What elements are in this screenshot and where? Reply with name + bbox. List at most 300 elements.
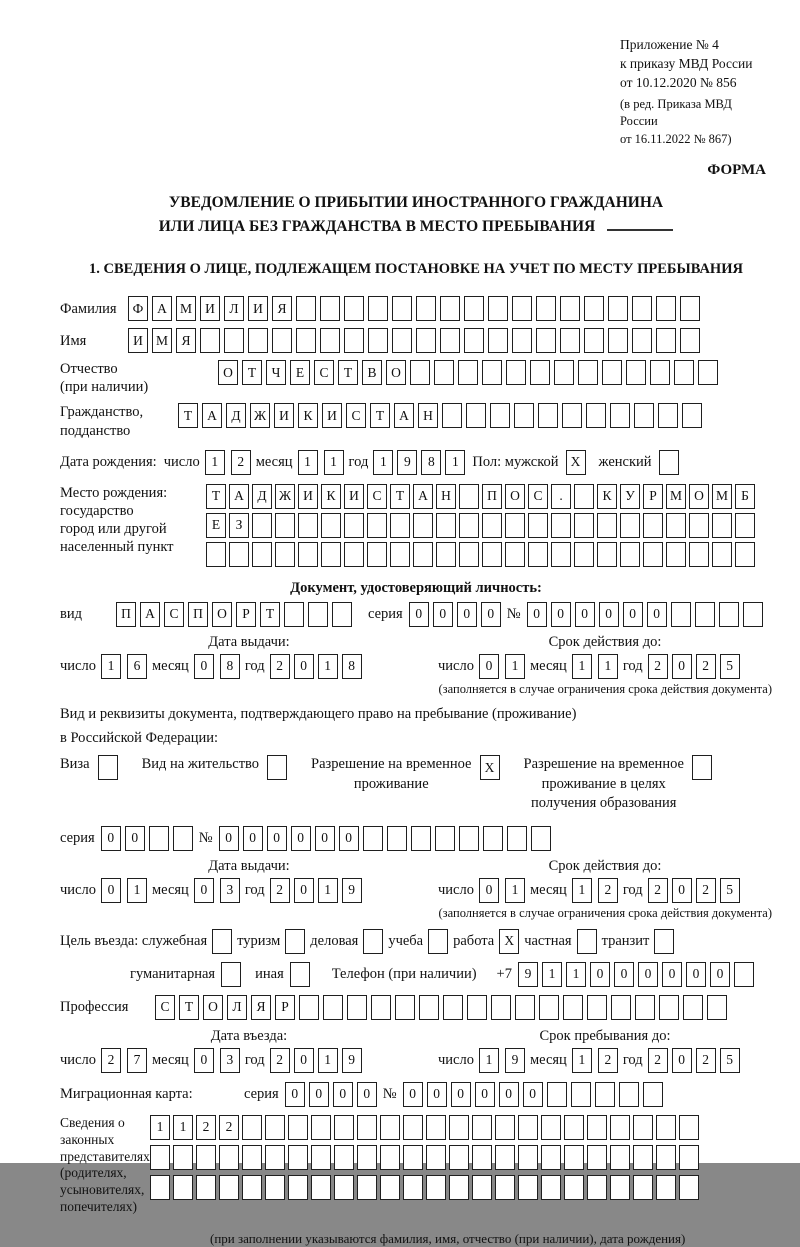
- char-cell[interactable]: Р: [236, 602, 256, 627]
- char-cell[interactable]: [472, 1175, 492, 1200]
- char-cell[interactable]: [506, 360, 526, 385]
- char-cell[interactable]: [311, 1145, 331, 1170]
- char-cell[interactable]: [196, 1175, 216, 1200]
- char-cell[interactable]: 9: [342, 878, 362, 903]
- char-cell[interactable]: [633, 1115, 653, 1140]
- char-cell[interactable]: И: [128, 328, 148, 353]
- char-cell[interactable]: [564, 1175, 584, 1200]
- char-cell[interactable]: [459, 484, 479, 509]
- char-cell[interactable]: [200, 328, 220, 353]
- char-cell[interactable]: [419, 995, 439, 1020]
- char-cell[interactable]: 0: [194, 878, 214, 903]
- purpose-tourism-checkbox[interactable]: [285, 929, 305, 954]
- char-cell[interactable]: [296, 328, 316, 353]
- char-cell[interactable]: [505, 542, 525, 567]
- char-cell[interactable]: [495, 1145, 515, 1170]
- char-cell[interactable]: 0: [638, 962, 658, 987]
- char-cell[interactable]: 0: [315, 826, 335, 851]
- char-cell[interactable]: 0: [672, 1048, 692, 1073]
- char-cell[interactable]: [547, 1082, 567, 1107]
- char-cell[interactable]: 9: [518, 962, 538, 987]
- char-cell[interactable]: 8: [342, 654, 362, 679]
- char-cell[interactable]: 0: [481, 602, 501, 627]
- char-cell[interactable]: 2: [598, 878, 618, 903]
- char-cell[interactable]: [440, 328, 460, 353]
- char-cell[interactable]: 0: [710, 962, 730, 987]
- char-cell[interactable]: [578, 360, 598, 385]
- char-cell[interactable]: [311, 1175, 331, 1200]
- char-cell[interactable]: [610, 1175, 630, 1200]
- char-cell[interactable]: [735, 542, 755, 567]
- char-cell[interactable]: И: [344, 484, 364, 509]
- char-cell[interactable]: [643, 542, 663, 567]
- char-cell[interactable]: 9: [342, 1048, 362, 1073]
- char-cell[interactable]: 1: [173, 1115, 193, 1140]
- char-cell[interactable]: [196, 1145, 216, 1170]
- char-cell[interactable]: П: [116, 602, 136, 627]
- char-cell[interactable]: [597, 542, 617, 567]
- char-cell[interactable]: [495, 1115, 515, 1140]
- char-cell[interactable]: И: [274, 403, 294, 428]
- char-cell[interactable]: [643, 513, 663, 538]
- char-cell[interactable]: [482, 513, 502, 538]
- char-cell[interactable]: С: [314, 360, 334, 385]
- char-cell[interactable]: И: [248, 296, 268, 321]
- char-cell[interactable]: Д: [252, 484, 272, 509]
- char-cell[interactable]: [248, 328, 268, 353]
- char-cell[interactable]: [680, 328, 700, 353]
- char-cell[interactable]: [632, 328, 652, 353]
- char-cell[interactable]: [434, 360, 454, 385]
- char-cell[interactable]: 0: [499, 1082, 519, 1107]
- char-cell[interactable]: [586, 403, 606, 428]
- char-cell[interactable]: А: [152, 296, 172, 321]
- char-cell[interactable]: Т: [390, 484, 410, 509]
- char-cell[interactable]: [284, 602, 304, 627]
- char-cell[interactable]: [403, 1145, 423, 1170]
- char-cell[interactable]: [608, 328, 628, 353]
- char-cell[interactable]: [464, 296, 484, 321]
- char-cell[interactable]: [272, 328, 292, 353]
- char-cell[interactable]: [666, 542, 686, 567]
- char-cell[interactable]: [712, 542, 732, 567]
- char-cell[interactable]: [390, 513, 410, 538]
- char-cell[interactable]: 0: [599, 602, 619, 627]
- char-cell[interactable]: [584, 296, 604, 321]
- char-cell[interactable]: [242, 1145, 262, 1170]
- purpose-business-checkbox[interactable]: [363, 929, 383, 954]
- char-cell[interactable]: 1: [318, 1048, 338, 1073]
- char-cell[interactable]: [275, 513, 295, 538]
- char-cell[interactable]: [459, 513, 479, 538]
- char-cell[interactable]: [413, 513, 433, 538]
- char-cell[interactable]: [368, 328, 388, 353]
- char-cell[interactable]: 1: [572, 1048, 592, 1073]
- char-cell[interactable]: [296, 296, 316, 321]
- char-cell[interactable]: [459, 826, 479, 851]
- char-cell[interactable]: [656, 296, 676, 321]
- char-cell[interactable]: [658, 403, 678, 428]
- char-cell[interactable]: [528, 542, 548, 567]
- char-cell[interactable]: [689, 513, 709, 538]
- char-cell[interactable]: 0: [672, 654, 692, 679]
- char-cell[interactable]: [495, 1175, 515, 1200]
- char-cell[interactable]: 6: [127, 654, 147, 679]
- char-cell[interactable]: А: [202, 403, 222, 428]
- char-cell[interactable]: [368, 296, 388, 321]
- char-cell[interactable]: Д: [226, 403, 246, 428]
- char-cell[interactable]: 0: [101, 878, 121, 903]
- char-cell[interactable]: М: [152, 328, 172, 353]
- char-cell[interactable]: [332, 602, 352, 627]
- char-cell[interactable]: [554, 360, 574, 385]
- char-cell[interactable]: 2: [196, 1115, 216, 1140]
- char-cell[interactable]: [334, 1175, 354, 1200]
- char-cell[interactable]: 0: [527, 602, 547, 627]
- char-cell[interactable]: [632, 296, 652, 321]
- char-cell[interactable]: [689, 542, 709, 567]
- char-cell[interactable]: [483, 826, 503, 851]
- char-cell[interactable]: [416, 296, 436, 321]
- char-cell[interactable]: 1: [505, 654, 525, 679]
- visa-checkbox[interactable]: [98, 755, 118, 780]
- char-cell[interactable]: К: [321, 484, 341, 509]
- char-cell[interactable]: 0: [291, 826, 311, 851]
- char-cell[interactable]: [426, 1115, 446, 1140]
- char-cell[interactable]: [449, 1115, 469, 1140]
- char-cell[interactable]: 0: [403, 1082, 423, 1107]
- char-cell[interactable]: [683, 995, 703, 1020]
- char-cell[interactable]: [459, 542, 479, 567]
- char-cell[interactable]: [403, 1115, 423, 1140]
- char-cell[interactable]: [411, 826, 431, 851]
- char-cell[interactable]: Л: [227, 995, 247, 1020]
- char-cell[interactable]: 7: [127, 1048, 147, 1073]
- char-cell[interactable]: 0: [575, 602, 595, 627]
- char-cell[interactable]: 0: [409, 602, 429, 627]
- char-cell[interactable]: 0: [294, 878, 314, 903]
- char-cell[interactable]: О: [203, 995, 223, 1020]
- char-cell[interactable]: 1: [572, 654, 592, 679]
- char-cell[interactable]: 5: [720, 878, 740, 903]
- char-cell[interactable]: [551, 542, 571, 567]
- char-cell[interactable]: [536, 328, 556, 353]
- char-cell[interactable]: [563, 995, 583, 1020]
- char-cell[interactable]: С: [155, 995, 175, 1020]
- char-cell[interactable]: [734, 962, 754, 987]
- char-cell[interactable]: [242, 1175, 262, 1200]
- char-cell[interactable]: 1: [572, 878, 592, 903]
- char-cell[interactable]: 0: [194, 1048, 214, 1073]
- char-cell[interactable]: [505, 513, 525, 538]
- char-cell[interactable]: [357, 1175, 377, 1200]
- char-cell[interactable]: [395, 995, 415, 1020]
- char-cell[interactable]: [334, 1115, 354, 1140]
- char-cell[interactable]: [488, 328, 508, 353]
- char-cell[interactable]: Ч: [266, 360, 286, 385]
- char-cell[interactable]: [743, 602, 763, 627]
- char-cell[interactable]: [679, 1115, 699, 1140]
- char-cell[interactable]: [650, 360, 670, 385]
- char-cell[interactable]: Т: [370, 403, 390, 428]
- char-cell[interactable]: [334, 1145, 354, 1170]
- char-cell[interactable]: [464, 328, 484, 353]
- char-cell[interactable]: [656, 1145, 676, 1170]
- char-cell[interactable]: [308, 602, 328, 627]
- char-cell[interactable]: 5: [720, 654, 740, 679]
- char-cell[interactable]: С: [346, 403, 366, 428]
- char-cell[interactable]: [680, 296, 700, 321]
- purpose-humanitarian-checkbox[interactable]: [221, 962, 241, 987]
- char-cell[interactable]: [219, 1145, 239, 1170]
- char-cell[interactable]: П: [482, 484, 502, 509]
- char-cell[interactable]: 2: [270, 878, 290, 903]
- char-cell[interactable]: 8: [421, 450, 441, 475]
- char-cell[interactable]: 2: [696, 1048, 716, 1073]
- char-cell[interactable]: Р: [643, 484, 663, 509]
- char-cell[interactable]: [449, 1145, 469, 1170]
- char-cell[interactable]: [666, 513, 686, 538]
- purpose-study-checkbox[interactable]: [428, 929, 448, 954]
- char-cell[interactable]: 0: [267, 826, 287, 851]
- char-cell[interactable]: [560, 296, 580, 321]
- char-cell[interactable]: [584, 328, 604, 353]
- char-cell[interactable]: [275, 542, 295, 567]
- char-cell[interactable]: С: [528, 484, 548, 509]
- char-cell[interactable]: [392, 328, 412, 353]
- char-cell[interactable]: [367, 542, 387, 567]
- char-cell[interactable]: [321, 542, 341, 567]
- char-cell[interactable]: [440, 296, 460, 321]
- char-cell[interactable]: [390, 542, 410, 567]
- char-cell[interactable]: [219, 1175, 239, 1200]
- char-cell[interactable]: [587, 995, 607, 1020]
- char-cell[interactable]: [528, 513, 548, 538]
- char-cell[interactable]: [620, 513, 640, 538]
- char-cell[interactable]: 0: [333, 1082, 353, 1107]
- char-cell[interactable]: 0: [523, 1082, 543, 1107]
- char-cell[interactable]: [643, 1082, 663, 1107]
- char-cell[interactable]: 1: [150, 1115, 170, 1140]
- char-cell[interactable]: [571, 1082, 591, 1107]
- char-cell[interactable]: [659, 995, 679, 1020]
- char-cell[interactable]: [252, 542, 272, 567]
- char-cell[interactable]: М: [176, 296, 196, 321]
- char-cell[interactable]: [671, 602, 691, 627]
- char-cell[interactable]: [707, 995, 727, 1020]
- char-cell[interactable]: 1: [542, 962, 562, 987]
- char-cell[interactable]: [679, 1145, 699, 1170]
- char-cell[interactable]: 1: [479, 1048, 499, 1073]
- char-cell[interactable]: [436, 513, 456, 538]
- char-cell[interactable]: Т: [242, 360, 262, 385]
- char-cell[interactable]: [633, 1145, 653, 1170]
- char-cell[interactable]: [512, 328, 532, 353]
- char-cell[interactable]: 0: [590, 962, 610, 987]
- char-cell[interactable]: 2: [270, 654, 290, 679]
- char-cell[interactable]: [620, 542, 640, 567]
- char-cell[interactable]: [466, 403, 486, 428]
- char-cell[interactable]: 1: [298, 450, 318, 475]
- char-cell[interactable]: 0: [219, 826, 239, 851]
- char-cell[interactable]: [252, 513, 272, 538]
- char-cell[interactable]: И: [322, 403, 342, 428]
- char-cell[interactable]: 1: [445, 450, 465, 475]
- char-cell[interactable]: [288, 1175, 308, 1200]
- char-cell[interactable]: 1: [373, 450, 393, 475]
- char-cell[interactable]: Я: [251, 995, 271, 1020]
- char-cell[interactable]: [380, 1175, 400, 1200]
- purpose-work-checkbox[interactable]: X: [499, 929, 519, 954]
- char-cell[interactable]: 1: [324, 450, 344, 475]
- char-cell[interactable]: [574, 542, 594, 567]
- char-cell[interactable]: [436, 542, 456, 567]
- char-cell[interactable]: [403, 1175, 423, 1200]
- char-cell[interactable]: 0: [433, 602, 453, 627]
- char-cell[interactable]: [344, 542, 364, 567]
- char-cell[interactable]: [634, 403, 654, 428]
- char-cell[interactable]: К: [298, 403, 318, 428]
- char-cell[interactable]: О: [218, 360, 238, 385]
- char-cell[interactable]: Т: [178, 403, 198, 428]
- char-cell[interactable]: 0: [614, 962, 634, 987]
- char-cell[interactable]: 2: [598, 1048, 618, 1073]
- char-cell[interactable]: 0: [194, 654, 214, 679]
- char-cell[interactable]: 0: [427, 1082, 447, 1107]
- char-cell[interactable]: Т: [260, 602, 280, 627]
- char-cell[interactable]: О: [505, 484, 525, 509]
- residence-permit-checkbox[interactable]: [267, 755, 287, 780]
- char-cell[interactable]: 0: [672, 878, 692, 903]
- char-cell[interactable]: [712, 513, 732, 538]
- char-cell[interactable]: М: [712, 484, 732, 509]
- char-cell[interactable]: [380, 1115, 400, 1140]
- char-cell[interactable]: [149, 826, 169, 851]
- char-cell[interactable]: [626, 360, 646, 385]
- char-cell[interactable]: [488, 296, 508, 321]
- char-cell[interactable]: 8: [220, 654, 240, 679]
- char-cell[interactable]: 0: [285, 1082, 305, 1107]
- char-cell[interactable]: [610, 1145, 630, 1170]
- char-cell[interactable]: О: [212, 602, 232, 627]
- char-cell[interactable]: А: [140, 602, 160, 627]
- char-cell[interactable]: [564, 1145, 584, 1170]
- char-cell[interactable]: [482, 542, 502, 567]
- char-cell[interactable]: 1: [318, 654, 338, 679]
- char-cell[interactable]: [265, 1145, 285, 1170]
- char-cell[interactable]: [531, 826, 551, 851]
- char-cell[interactable]: 2: [648, 1048, 668, 1073]
- char-cell[interactable]: [265, 1175, 285, 1200]
- char-cell[interactable]: С: [367, 484, 387, 509]
- char-cell[interactable]: Ф: [128, 296, 148, 321]
- char-cell[interactable]: 9: [505, 1048, 525, 1073]
- temp-residence-checkbox[interactable]: X: [480, 755, 500, 780]
- char-cell[interactable]: [321, 513, 341, 538]
- char-cell[interactable]: [679, 1175, 699, 1200]
- char-cell[interactable]: [299, 995, 319, 1020]
- char-cell[interactable]: [410, 360, 430, 385]
- char-cell[interactable]: А: [229, 484, 249, 509]
- char-cell[interactable]: [173, 826, 193, 851]
- char-cell[interactable]: [541, 1115, 561, 1140]
- char-cell[interactable]: [587, 1115, 607, 1140]
- char-cell[interactable]: [311, 1115, 331, 1140]
- char-cell[interactable]: 5: [720, 1048, 740, 1073]
- char-cell[interactable]: [435, 826, 455, 851]
- char-cell[interactable]: [363, 826, 383, 851]
- char-cell[interactable]: [518, 1175, 538, 1200]
- char-cell[interactable]: Е: [290, 360, 310, 385]
- char-cell[interactable]: [472, 1115, 492, 1140]
- char-cell[interactable]: [265, 1115, 285, 1140]
- char-cell[interactable]: Ж: [250, 403, 270, 428]
- char-cell[interactable]: [320, 296, 340, 321]
- char-cell[interactable]: [426, 1175, 446, 1200]
- char-cell[interactable]: 1: [318, 878, 338, 903]
- char-cell[interactable]: [562, 403, 582, 428]
- char-cell[interactable]: 0: [243, 826, 263, 851]
- char-cell[interactable]: [491, 995, 511, 1020]
- char-cell[interactable]: [530, 360, 550, 385]
- char-cell[interactable]: [206, 542, 226, 567]
- char-cell[interactable]: 0: [479, 878, 499, 903]
- char-cell[interactable]: [515, 995, 535, 1020]
- char-cell[interactable]: 1: [566, 962, 586, 987]
- char-cell[interactable]: [288, 1115, 308, 1140]
- char-cell[interactable]: [472, 1145, 492, 1170]
- char-cell[interactable]: 0: [294, 654, 314, 679]
- char-cell[interactable]: [357, 1145, 377, 1170]
- char-cell[interactable]: [426, 1145, 446, 1170]
- char-cell[interactable]: [595, 1082, 615, 1107]
- char-cell[interactable]: [656, 1115, 676, 1140]
- char-cell[interactable]: 0: [479, 654, 499, 679]
- purpose-private-checkbox[interactable]: [577, 929, 597, 954]
- char-cell[interactable]: 0: [623, 602, 643, 627]
- char-cell[interactable]: К: [597, 484, 617, 509]
- char-cell[interactable]: [610, 1115, 630, 1140]
- char-cell[interactable]: 2: [696, 878, 716, 903]
- char-cell[interactable]: Н: [436, 484, 456, 509]
- char-cell[interactable]: 1: [127, 878, 147, 903]
- char-cell[interactable]: [150, 1145, 170, 1170]
- edu-residence-checkbox[interactable]: [692, 755, 712, 780]
- char-cell[interactable]: 0: [339, 826, 359, 851]
- char-cell[interactable]: 1: [101, 654, 121, 679]
- char-cell[interactable]: И: [298, 484, 318, 509]
- char-cell[interactable]: 2: [231, 450, 251, 475]
- char-cell[interactable]: [357, 1115, 377, 1140]
- char-cell[interactable]: 3: [220, 878, 240, 903]
- char-cell[interactable]: 2: [219, 1115, 239, 1140]
- char-cell[interactable]: 1: [205, 450, 225, 475]
- char-cell[interactable]: 2: [270, 1048, 290, 1073]
- char-cell[interactable]: [242, 1115, 262, 1140]
- char-cell[interactable]: [387, 826, 407, 851]
- char-cell[interactable]: Е: [206, 513, 226, 538]
- char-cell[interactable]: М: [666, 484, 686, 509]
- char-cell[interactable]: [173, 1145, 193, 1170]
- char-cell[interactable]: [371, 995, 391, 1020]
- char-cell[interactable]: [367, 513, 387, 538]
- char-cell[interactable]: [442, 403, 462, 428]
- char-cell[interactable]: Н: [418, 403, 438, 428]
- char-cell[interactable]: [574, 484, 594, 509]
- char-cell[interactable]: З: [229, 513, 249, 538]
- char-cell[interactable]: О: [689, 484, 709, 509]
- char-cell[interactable]: [380, 1145, 400, 1170]
